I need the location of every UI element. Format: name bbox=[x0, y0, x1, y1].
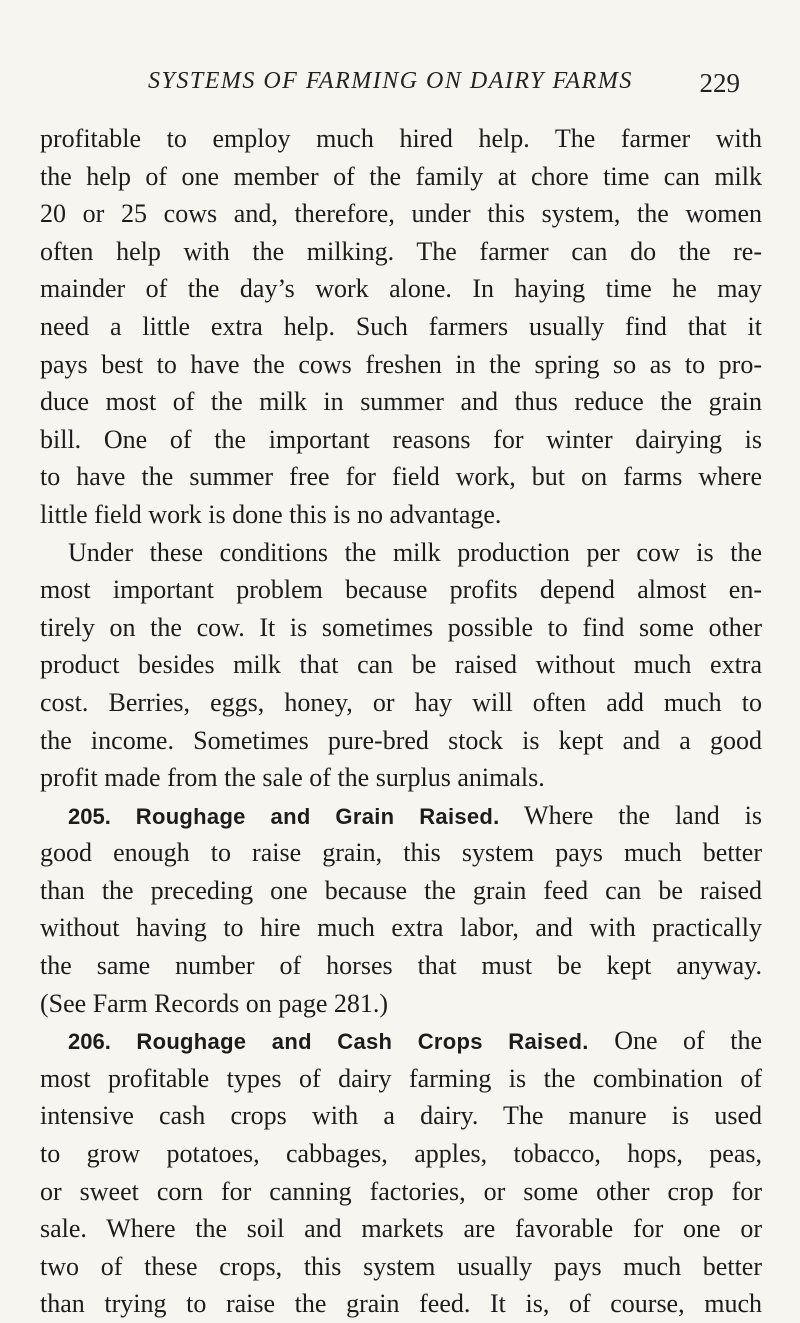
text-line: than trying to raise the grain feed. It is, of course, much bbox=[40, 1289, 762, 1319]
text-line: without having to hire much extra labor, and with practically bbox=[40, 913, 762, 943]
text-line: intensive cash crops with a dairy. The manure is used bbox=[40, 1101, 762, 1131]
text-line: (See Farm Records on page 281.) bbox=[40, 988, 389, 1018]
text-line: the help of one member of the family at chore time can milk bbox=[40, 161, 762, 191]
text-line: cost. Berries, eggs, honey, or hay will often add much to bbox=[40, 687, 762, 717]
running-header bbox=[140, 68, 740, 108]
section-number: 205. bbox=[68, 803, 111, 829]
text-line: duce most of the milk in summer and thus reduce the grain bbox=[40, 387, 762, 417]
text-line: or sweet corn for canning factories, or some other crop for bbox=[40, 1176, 762, 1206]
text-line: sale. Where the soil and markets are favorable for one or bbox=[40, 1214, 762, 1244]
section-lead-text: One of the bbox=[614, 1026, 762, 1056]
running-header-title: SYSTEMS OF FARMING ON DAIRY FARMS bbox=[148, 68, 633, 94]
text-line: than the preceding one because the grain feed can be raised bbox=[40, 875, 762, 905]
section-title: Roughage and Grain Raised. bbox=[135, 803, 500, 829]
text-line: tirely on the cow. It is sometimes possible to find some other bbox=[40, 612, 762, 642]
text-line: bill. One of the important reasons for winter dairying is bbox=[40, 424, 762, 454]
text-line: little field work is done this is no advantage. bbox=[40, 499, 502, 529]
page-number: 229 bbox=[699, 68, 740, 98]
text-line: the income. Sometimes pure-bred stock is kept and a good bbox=[40, 725, 762, 755]
text-line: two of these crops, this system usually pays much better bbox=[40, 1251, 762, 1281]
text-line: 20 or 25 cows and, therefore, under this system, the women bbox=[40, 199, 762, 229]
text-line: good enough to raise grain, this system pays much better bbox=[40, 838, 762, 868]
text-line: often help with the milking. The farmer can do the re- bbox=[40, 236, 762, 266]
text-line: the same number of horses that must be kept anyway. bbox=[40, 951, 762, 981]
section-number: 206. bbox=[68, 1029, 111, 1055]
body-text bbox=[40, 120, 762, 1323]
section-205-heading-line bbox=[40, 797, 762, 835]
text-line: mainder of the day’s work alone. In haying time he may bbox=[40, 274, 762, 304]
text-line: most important problem because profits depend almost en- bbox=[40, 575, 762, 605]
text-line: Under these conditions the milk production per cow is the bbox=[68, 537, 762, 567]
text-line: profit made from the sale of the surplus animals. bbox=[40, 763, 545, 793]
text-line: to grow potatoes, cabbages, apples, tobacco, hops, peas, bbox=[40, 1139, 762, 1169]
section-title: Roughage and Cash Crops Raised. bbox=[136, 1029, 589, 1055]
section-206-heading-line bbox=[40, 1022, 762, 1060]
text-line: product besides milk that can be raised without much extra bbox=[40, 650, 762, 680]
text-line: most profitable types of dairy farming is the combination of bbox=[40, 1063, 762, 1093]
text-line: profitable to employ much hired help. The farmer with bbox=[40, 124, 762, 153]
text-line: need a little extra help. Such farmers usually find that it bbox=[40, 311, 762, 341]
text-line: to have the summer free for field work, but on farms where bbox=[40, 462, 762, 492]
section-lead-text: Where the land is bbox=[524, 800, 762, 830]
text-line: pays best to have the cows freshen in the spring so as to pro- bbox=[40, 349, 762, 379]
